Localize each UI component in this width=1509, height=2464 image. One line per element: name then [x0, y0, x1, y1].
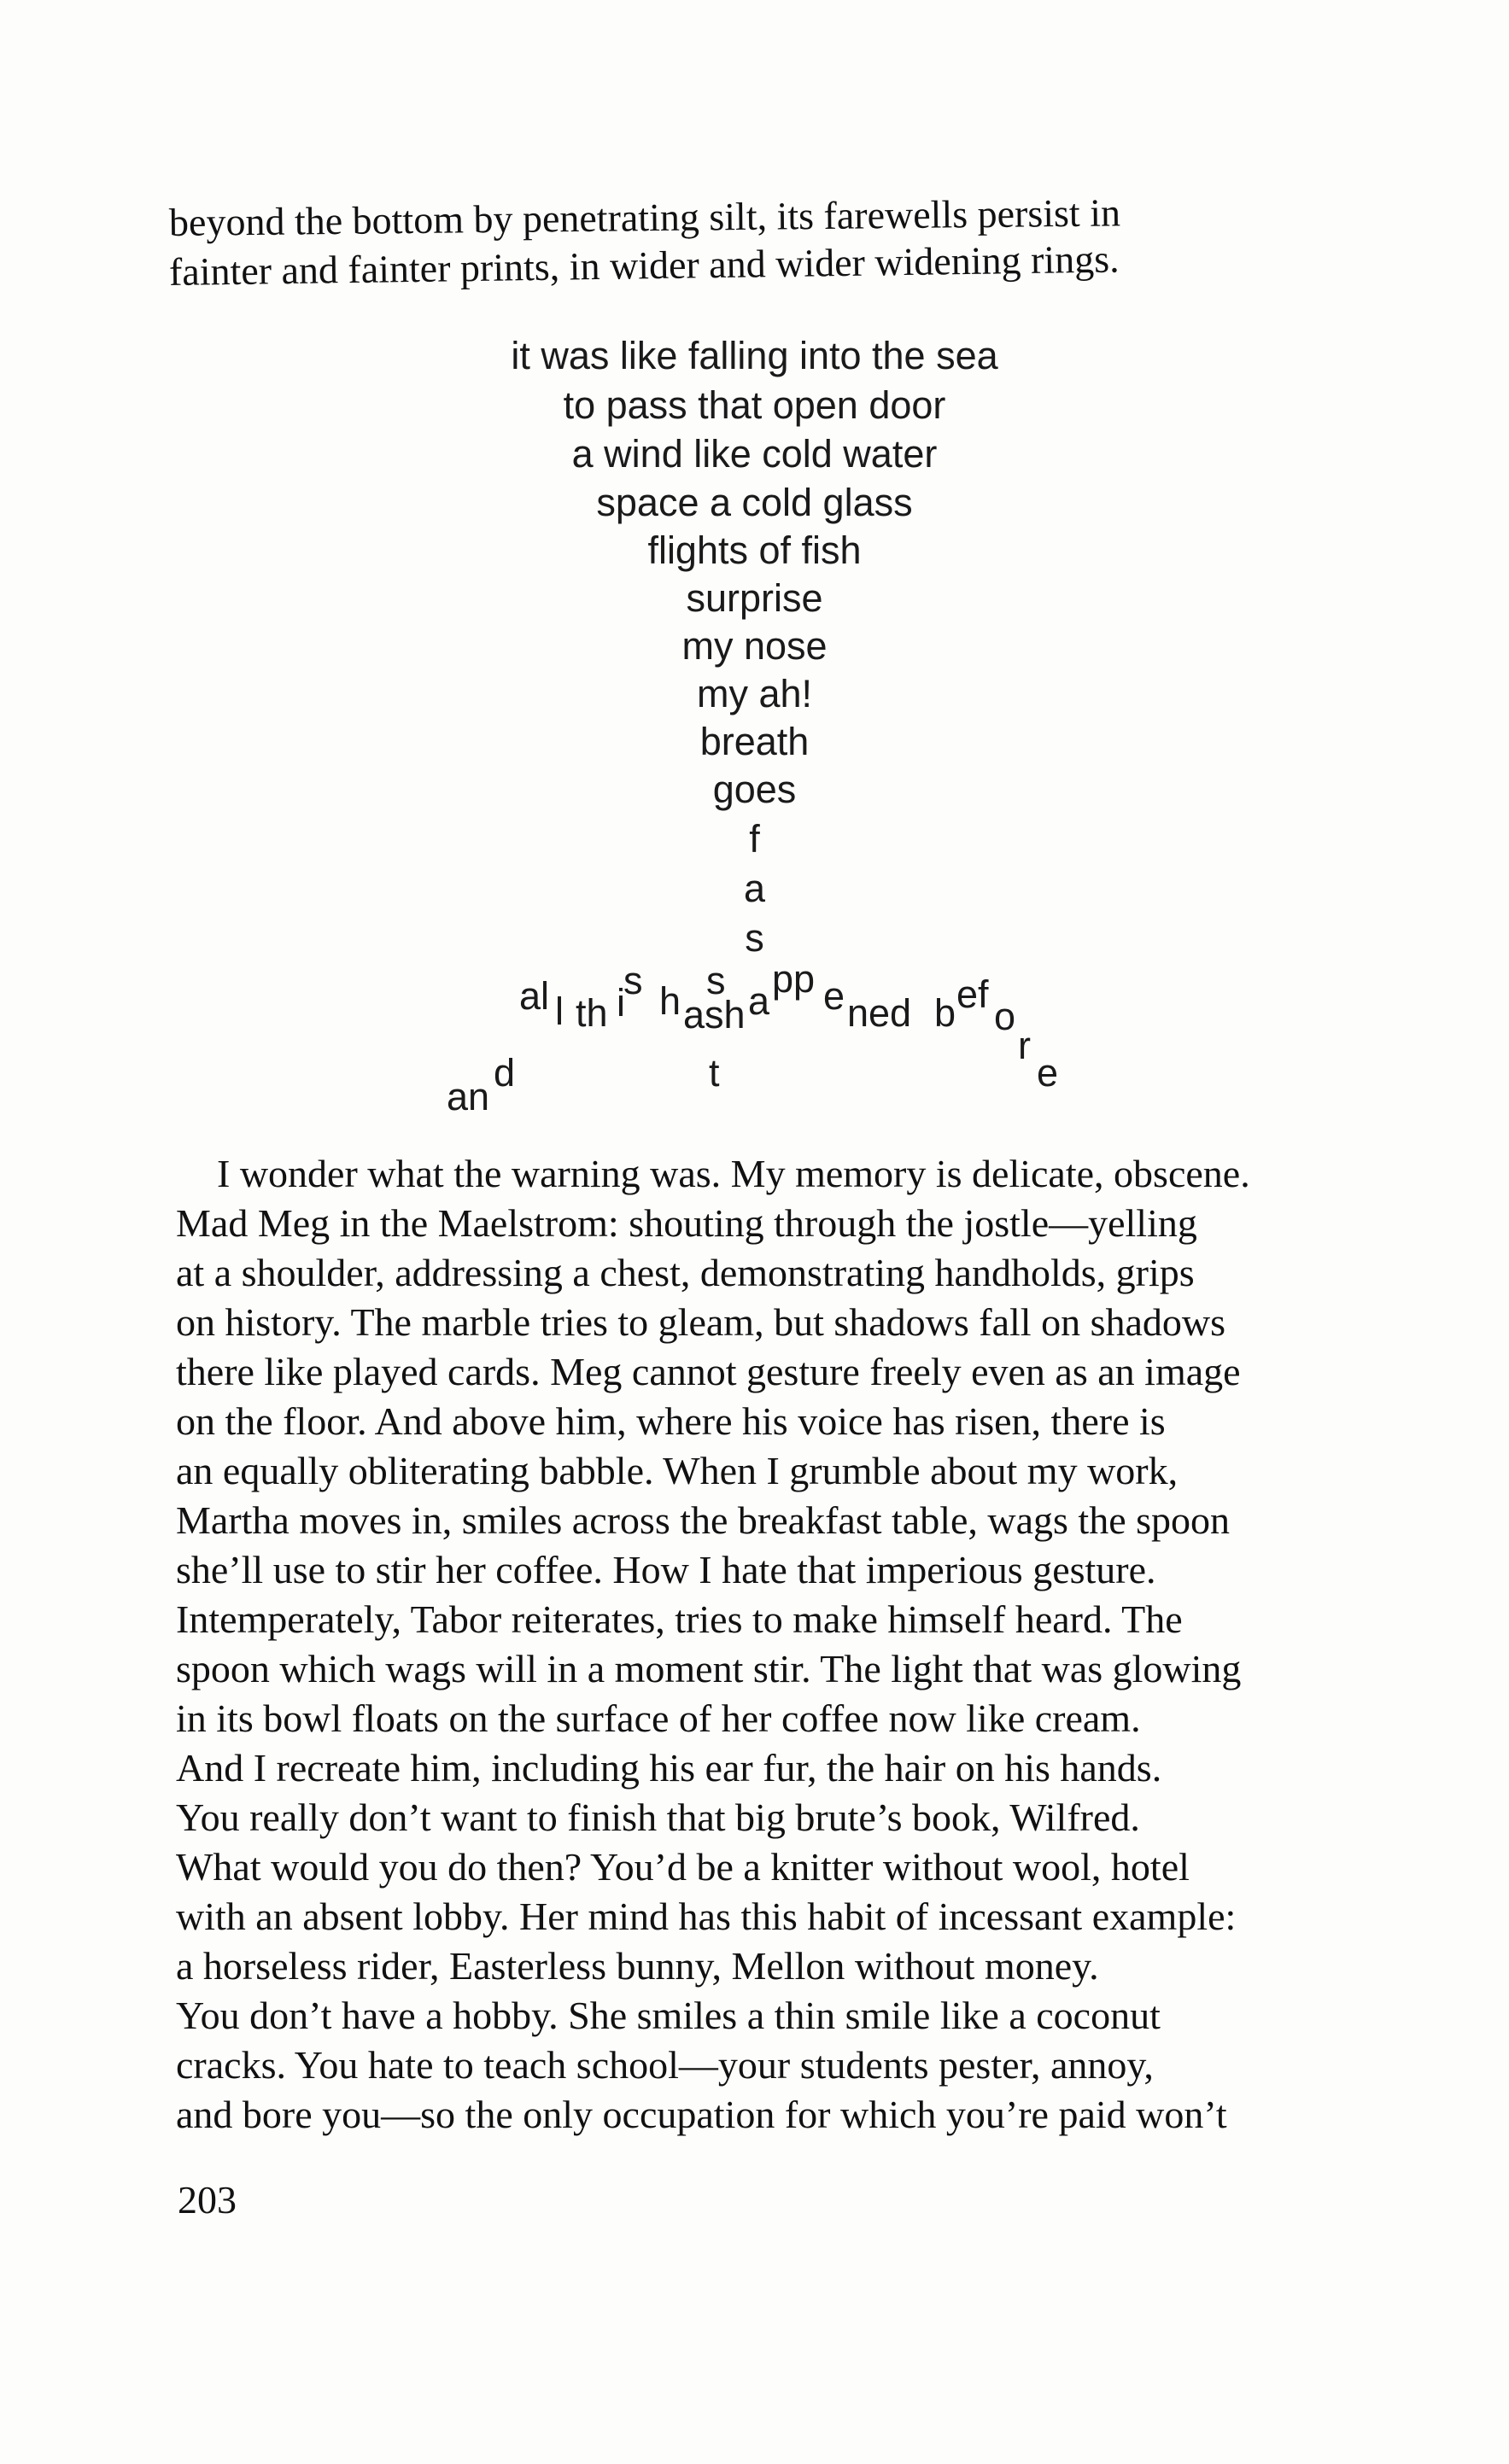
text-line: spoon which wags will in a moment stir. The light that was glowing: [176, 1647, 1242, 1690]
text-line: she’ll use to stir her coffee. How I hate that imperious gesture.: [176, 1548, 1156, 1591]
poem-fragment: ef: [956, 972, 989, 1016]
poem-fragment: pp: [772, 957, 816, 1001]
poem-fragment: b: [934, 991, 956, 1035]
text-line: there like played cards. Meg cannot gesture freely even as an image: [176, 1350, 1241, 1393]
text-line: You don’t have a hobby. She smiles a thin smile like a coconut: [176, 1994, 1161, 2037]
poem-fragment: t: [709, 1051, 720, 1095]
text-line: I wonder what the warning was. My memory is delicate, obscene.: [217, 1152, 1250, 1195]
poem-fragment: i: [617, 981, 625, 1025]
opening-paragraph: [168, 190, 1121, 297]
poem-fragment: al: [519, 974, 550, 1018]
poem-line: space a cold glass: [596, 481, 913, 524]
poem-fragment: e: [823, 974, 845, 1018]
text-line: cracks. You hate to teach school—your students pester, annoy,: [176, 2043, 1154, 2087]
poem-fragment: l: [555, 990, 564, 1033]
text-line: fainter and fainter prints, in wider and wider widening rings.: [168, 236, 1120, 294]
poem-fragment: r: [1018, 1024, 1031, 1067]
poem-fragment: a: [748, 979, 770, 1023]
poem-fragment: d: [494, 1051, 516, 1095]
poem-fragment: o: [994, 995, 1016, 1038]
poem-line: s: [745, 916, 764, 960]
poem-fragment: ned: [847, 991, 912, 1035]
poem-fragment: h: [659, 979, 681, 1023]
poem-line: my ah!: [696, 672, 813, 715]
poem-line: my nose: [681, 624, 828, 668]
text-line: Mad Meg in the Maelstrom: shouting through the jostle—yelling: [176, 1201, 1197, 1245]
poem-line: it was like falling into the sea: [511, 334, 998, 377]
text-line: an equally obliterating babble. When I grumble about my work,: [176, 1449, 1179, 1492]
text-line: beyond the bottom by penetrating silt, its farewells persist in: [168, 190, 1121, 244]
body-paragraph: [176, 1149, 1250, 2140]
text-line: a horseless rider, Easterless bunny, Mellon without money.: [176, 1944, 1099, 1988]
text-line: And I recreate him, including his ear fur, the hair on his hands.: [176, 1746, 1162, 1790]
text-line: and bore you—so the only occupation for which you’re paid won’t: [176, 2093, 1227, 2136]
poem-line: flights of fish: [647, 528, 862, 572]
poem-fragment: th: [576, 991, 608, 1035]
text-line: You really don’t want to finish that big brute’s book, Wilfred.: [176, 1795, 1140, 1839]
poem-line: breath: [699, 720, 810, 763]
poem-line: f: [749, 817, 760, 861]
text-line: on the floor. And above him, where his voice has risen, there is: [176, 1399, 1166, 1443]
text-line: Intemperately, Tabor reiterates, tries to make himself heard. The: [176, 1597, 1183, 1641]
text-line: with an absent lobby. Her mind has this habit of incessant example:: [176, 1895, 1237, 1938]
text-line: Martha moves in, smiles across the breakfast table, wags the spoon: [176, 1498, 1231, 1542]
poem-line: a: [743, 867, 766, 910]
page-number: 203: [178, 2178, 237, 2222]
text-line: What would you do then? You’d be a knitter without wool, hotel: [176, 1845, 1190, 1889]
poem-line: surprise: [686, 576, 823, 620]
poem-fragment: s: [706, 959, 726, 1002]
poem-fragment: s: [623, 959, 643, 1002]
poem-line: goes: [712, 768, 797, 811]
poem-fragment: an: [447, 1075, 490, 1118]
poem-line: to pass that open door: [563, 383, 946, 427]
text-line: at a shoulder, addressing a chest, demonstrating handholds, grips: [176, 1251, 1195, 1294]
text-line: in its bowl floats on the surface of her coffee now like cream.: [176, 1696, 1141, 1740]
poem-fragment: e: [1037, 1051, 1059, 1095]
poem-line: a wind like cold water: [571, 432, 938, 476]
text-line: on history. The marble tries to gleam, but shadows fall on shadows: [176, 1300, 1226, 1344]
poem-fragment: ash: [683, 993, 746, 1036]
